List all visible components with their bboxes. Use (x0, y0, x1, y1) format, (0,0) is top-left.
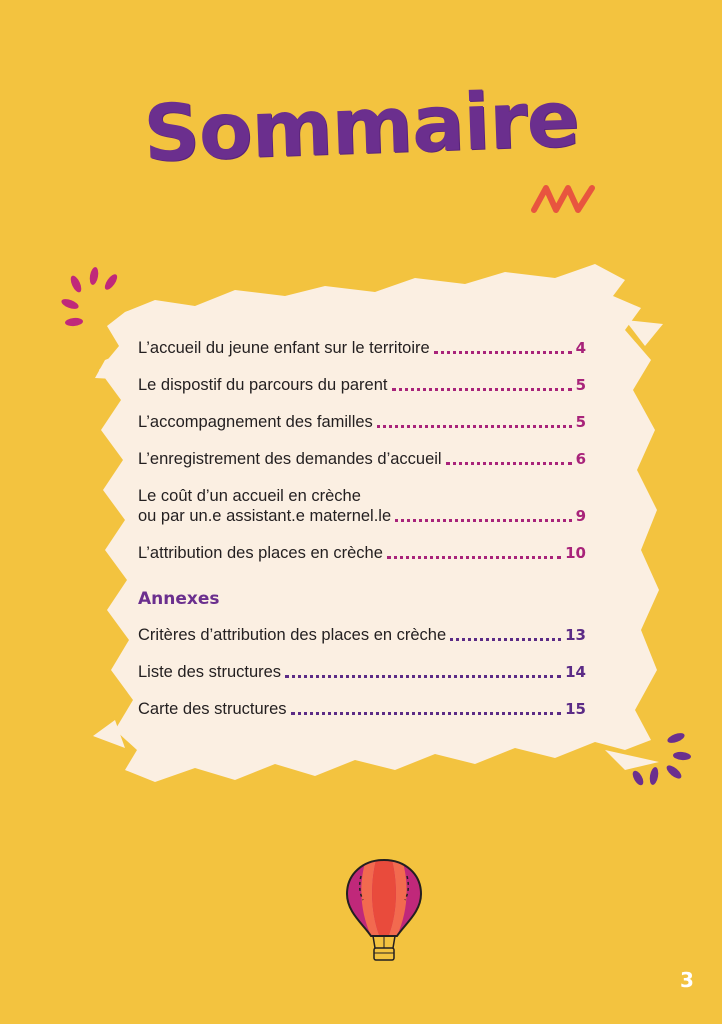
toc-entry[interactable] (138, 486, 586, 526)
annexes-heading: Annexes (138, 589, 220, 609)
toc-entry-label: L’enregistrement des demandes d’accueil (138, 450, 442, 468)
toc-entry-label: L’accompagnement des familles (138, 413, 373, 431)
page-title: Sommaire (142, 74, 580, 180)
toc-annex-entry[interactable] (138, 699, 586, 719)
toc-entry-page: 9 (575, 507, 586, 525)
page-number: 3 (680, 968, 694, 992)
dotted-leader (387, 556, 561, 559)
toc-entry[interactable] (138, 412, 586, 432)
toc-entry-label: Carte des structures (138, 700, 287, 718)
toc-entry[interactable] (138, 375, 586, 395)
toc-entry-page: 4 (575, 339, 586, 357)
toc-entry-page: 10 (565, 544, 586, 562)
dotted-leader (395, 519, 571, 522)
dotted-leader (446, 462, 572, 465)
dotted-leader (450, 638, 561, 641)
toc-entry-label (138, 486, 391, 526)
toc-entry-page: 6 (575, 450, 586, 468)
toc-annex-entry[interactable] (138, 625, 586, 645)
toc-entry-page: 15 (565, 700, 586, 718)
toc-annex-entry[interactable] (138, 662, 586, 682)
toc-entry-label: Le dispostif du parcours du parent (138, 376, 388, 394)
table-of-contents (138, 338, 586, 736)
toc-entry-page: 13 (565, 626, 586, 644)
toc-entry-page: 14 (565, 663, 586, 681)
toc-entry[interactable] (138, 449, 586, 469)
dotted-leader (434, 351, 572, 354)
toc-entry-page: 5 (575, 413, 586, 431)
toc-entry-label: L’attribution des places en crèche (138, 544, 383, 562)
toc-entry-page: 5 (575, 376, 586, 394)
toc-entry-label: Critères d’attribution des places en crèche (138, 626, 447, 644)
dotted-leader (285, 675, 561, 678)
toc-entry-label: Liste des structures (138, 663, 282, 681)
hot-air-balloon-icon (343, 856, 425, 964)
zigzag-decoration-icon (530, 180, 600, 220)
toc-entry[interactable] (138, 543, 586, 563)
toc-entry-label-line-2: ou par un.e assistant.e maternel.le (138, 507, 392, 525)
toc-entry[interactable] (138, 338, 586, 358)
toc-entry-label-line-1: Le coût d’un accueil en crèche (138, 487, 361, 505)
toc-entry-label: L’accueil du jeune enfant sur le territoire (138, 339, 430, 357)
dotted-leader (291, 712, 562, 715)
dotted-leader (392, 388, 572, 391)
dotted-leader (377, 425, 572, 428)
